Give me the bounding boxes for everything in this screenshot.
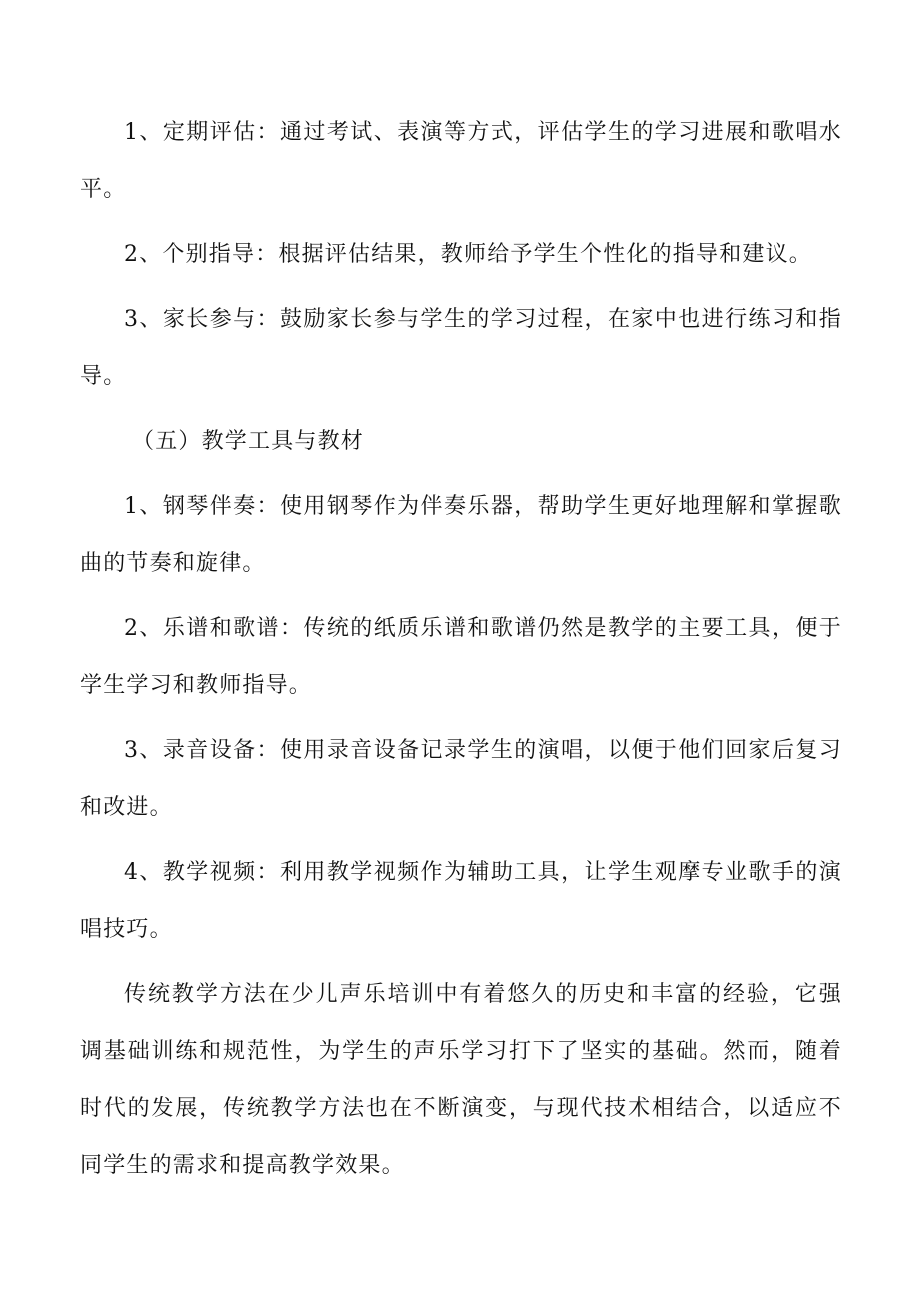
paragraph-piano-accompaniment: 1、钢琴伴奏：使用钢琴作为伴奏乐器，帮助学生更好地理解和掌握歌曲的节奏和旋律。 [80,494,842,576]
section-heading-teaching-tools: （五）教学工具与教材 [132,429,365,454]
paragraph-sheet-music: 2、乐谱和歌谱：传统的纸质乐谱和歌谱仍然是教学的主要工具，便于学生学习和教师指导。 [80,616,842,698]
document-body [80,104,842,1194]
paragraph-regular-assessment: 1、定期评估：通过考试、表演等方式，评估学生的学习进展和歌唱水平。 [80,120,842,202]
paragraph-parent-involvement: 3、家长参与：鼓励家长参与学生的学习过程，在家中也进行练习和指导。 [80,307,842,389]
paragraph-individual-guidance: 2、个别指导：根据评估结果，教师给予学生个性化的指导和建议。 [124,242,812,267]
paragraph-recording-equipment: 3、录音设备：使用录音设备记录学生的演唱，以便于他们回家后复习和改进。 [80,738,842,820]
paragraph-conclusion: 传统教学方法在少儿声乐培训中有着悠久的历史和丰富的经验，它强调基础训练和规范性，为学生的声乐学习打下了坚实的基础。然而，随着时代的发展，传统教学方法也在不断演变，与现代技术相结合，以适应不同学生的需求和提高教学效果。 [80,982,842,1178]
paragraph-teaching-videos: 4、教学视频：利用教学视频作为辅助工具，让学生观摩专业歌手的演唱技巧。 [80,860,842,942]
